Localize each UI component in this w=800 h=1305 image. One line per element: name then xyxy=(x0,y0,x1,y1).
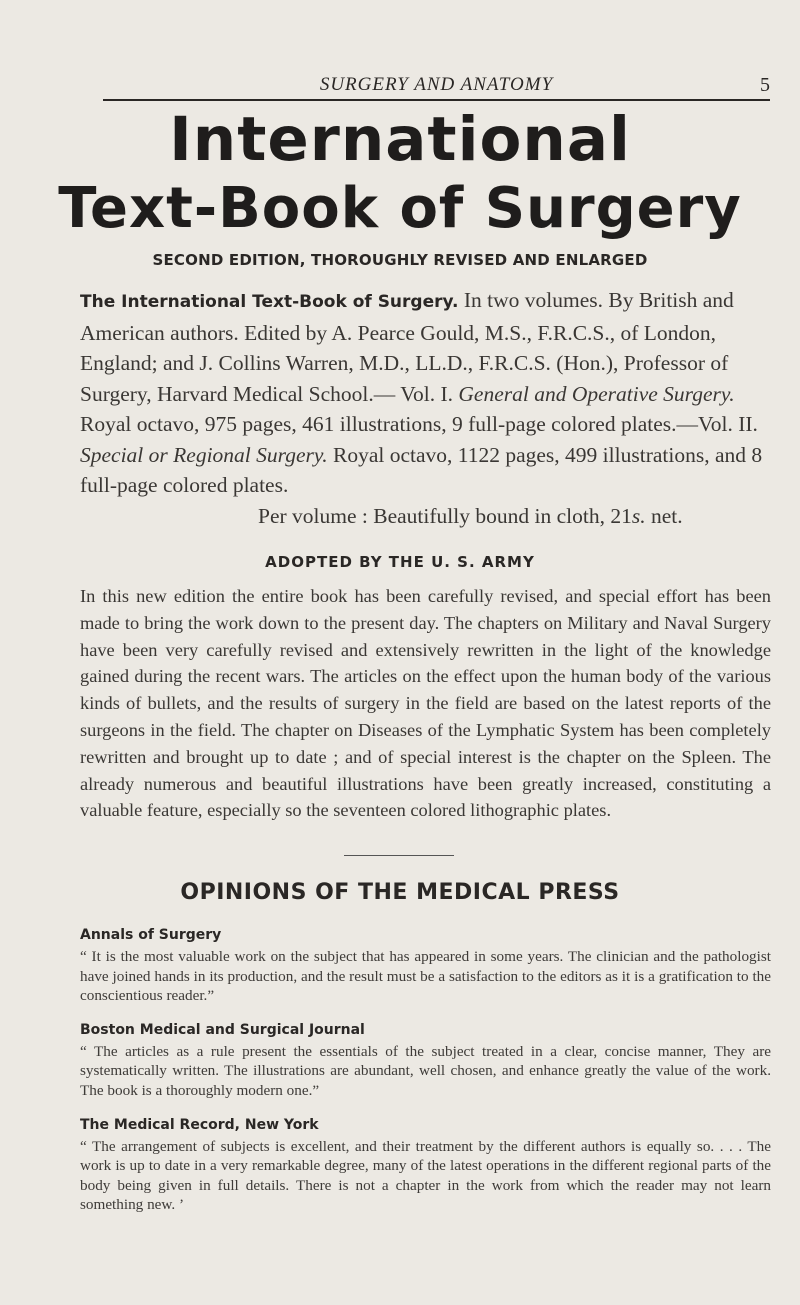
book-title-line-2: Text-Book of Surgery xyxy=(58,176,742,241)
volume-2-details: Royal octavo, 1122 pages, 499 illustrations, and 8 full-page colored plates. xyxy=(80,442,763,497)
edition-body-paragraph: In this new edition the entire book has been carefully revised, and special effort has been made to bring the work down to the present day. The chapters on Military and Naval Surgery have been very carefully revised and extensively rewritten in the light of the knowledge gained during the recent wars. The articles on the effect upon the human body of the various kinds of bullets, and the results of surgery in the field are based on the latest reports of the surgeons in the field. The chapter on Diseases of the Lymphatic System has been completely rewritten and brought up to date ; and of special interest is the chapter on the Spleen. The already numerous and beautiful illustrations have been greatly increased, constituting a valuable feature, especially so the seventeen colored lithographic plates. xyxy=(80,586,771,821)
volume-1-title: General and Operative Surgery. xyxy=(458,381,735,406)
review-item xyxy=(80,925,771,1006)
review-source: The Medical Record, New York xyxy=(80,1116,319,1133)
opinions-heading: OPINIONS OF THE MEDICAL PRESS xyxy=(180,880,620,905)
book-description xyxy=(80,285,771,531)
book-title-line-1: International xyxy=(169,104,631,175)
review-item xyxy=(80,1020,771,1101)
volume-1-details: Royal octavo, 975 pages, 461 illustrations, 9 full-page colored plates.—Vol. II. xyxy=(80,412,758,436)
review-item xyxy=(80,1115,771,1215)
edition-note: SECOND EDITION, THOROUGHLY REVISED AND ENLARGED xyxy=(152,251,648,269)
adopted-heading: ADOPTED BY THE U. S. ARMY xyxy=(265,553,535,571)
review-quote: “ The articles as a rule present the essentials of the subject treated in a clear, concise manner, They are systematically written. The illustrations are abundant, well chosen, and enhance greatly the value of the work. The book is a thoroughly modern one.” xyxy=(80,1042,771,1099)
section-divider xyxy=(344,855,454,856)
running-head xyxy=(103,74,770,100)
reviews-list xyxy=(80,925,771,1229)
description-lead: The International Text-Book of Surgery. xyxy=(80,292,459,312)
price-prefix: Per volume : Beautifully bound in cloth, 21 xyxy=(258,503,632,528)
page-number: 5 xyxy=(760,74,770,96)
price-line xyxy=(80,501,771,532)
price-suffix: net. xyxy=(645,503,683,528)
review-source: Boston Medical and Surgical Journal xyxy=(80,1021,365,1038)
review-quote: “ The arrangement of subjects is excellent, and their treatment by the different authors is equally so. . . . The work is up to date in a very remarkable degree, many of the latest operations in the different regional parts of the body being given in full details. There is not a chapter in the work from which the reader may not learn something new. ’ xyxy=(80,1137,771,1214)
price-unit: s. xyxy=(631,503,646,528)
review-quote: “ It is the most valuable work on the subject that has appeared in some years. The clinician and the pathologist have joined hands in its production, and the result must be a satisfaction to the editors as it is a gratification to the conscientious reader.” xyxy=(80,948,771,1005)
review-source: Annals of Surgery xyxy=(80,927,222,943)
description-text: In two volumes. By British and American authors. Edited by A. Pearce Gould, M.S., F.R.C.S., of London, England; and J. Collins Warren, M.D., LL.D., F.R.C.S. (Hon.), Professor of Surgery, Harvard Medical School.— Vol. I. xyxy=(80,288,734,406)
header-rule xyxy=(103,99,770,101)
running-title: SURGERY AND ANATOMY xyxy=(319,74,554,95)
volume-2-title: Special or Regional Surgery. xyxy=(80,442,328,467)
edition-body xyxy=(80,583,771,824)
description-paragraph xyxy=(80,285,771,501)
